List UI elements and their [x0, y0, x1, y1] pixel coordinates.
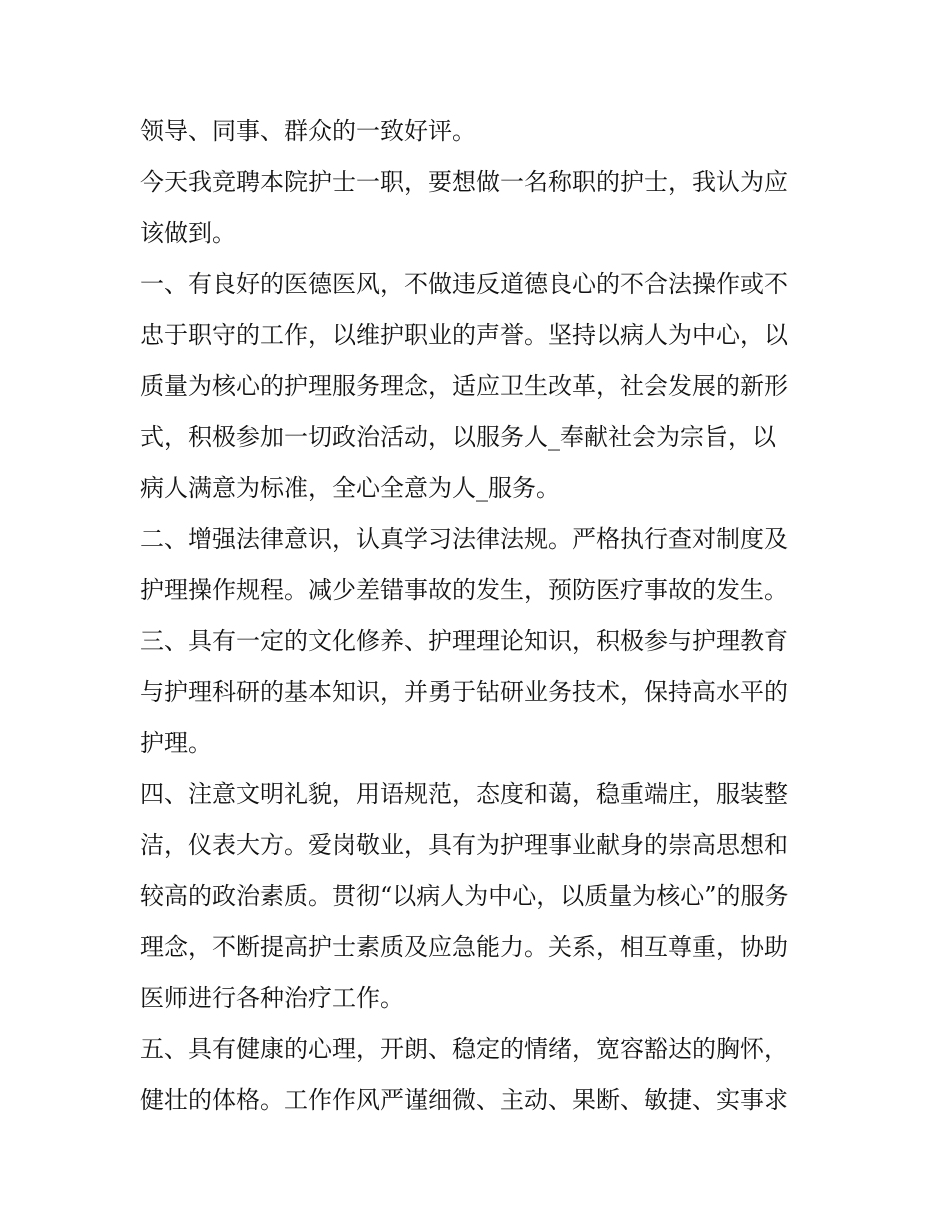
text-line: 理念，不断提高护士素质及应急能力。关系，相互尊重，协助 — [140, 933, 788, 961]
text-line: 较高的政治素质。贯彻“以病人为中心，以质量为核心”的服务 — [140, 882, 789, 910]
text-line: 该做到。 — [140, 219, 236, 247]
text-line: 医师进行各种治疗工作。 — [140, 984, 404, 1012]
text-line: 质量为核心的护理服务理念，适应卫生改革，社会发展的新形 — [140, 372, 788, 400]
text-line: 护理。 — [140, 729, 212, 757]
text-line: 领导、同事、群众的一致好评。 — [140, 117, 476, 145]
text-line: 一、有良好的医德医风，不做违反道德良心的不合法操作或不 — [140, 270, 788, 298]
text-line: 护理操作规程。减少差错事故的发生，预防医疗事故的发生。 — [140, 576, 788, 604]
text-line: 三、具有一定的文化修养、护理理论知识，积极参与护理教育 — [140, 627, 788, 655]
text-line: 病人满意为标准，全心全意为人_服务。 — [140, 474, 560, 502]
text-line: 洁，仪表大方。爱岗敬业，具有为护理事业献身的崇高思想和 — [140, 831, 788, 859]
text-line: 健壮的体格。工作作风严谨细微、主动、果断、敏捷、实事求 — [140, 1086, 788, 1114]
text-line: 五、具有健康的心理，开朗、稳定的情绪，宽容豁达的胸怀， — [140, 1035, 788, 1063]
text-line: 二、增强法律意识，认真学习法律法规。严格执行查对制度及 — [140, 525, 788, 553]
document-body — [140, 106, 820, 1126]
text-line: 四、注意文明礼貌，用语规范，态度和蔼，稳重端庄，服装整 — [140, 780, 788, 808]
text-line: 忠于职守的工作，以维护职业的声誉。坚持以病人为中心，以 — [140, 321, 788, 349]
text-line: 式，积极参加一切政治活动，以服务人_奉献社会为宗旨，以 — [140, 423, 776, 451]
text-line: 今天我竞聘本院护士一职，要想做一名称职的护士，我认为应 — [140, 168, 788, 196]
text-line: 与护理科研的基本知识，并勇于钻研业务技术，保持高水平的 — [140, 678, 788, 706]
